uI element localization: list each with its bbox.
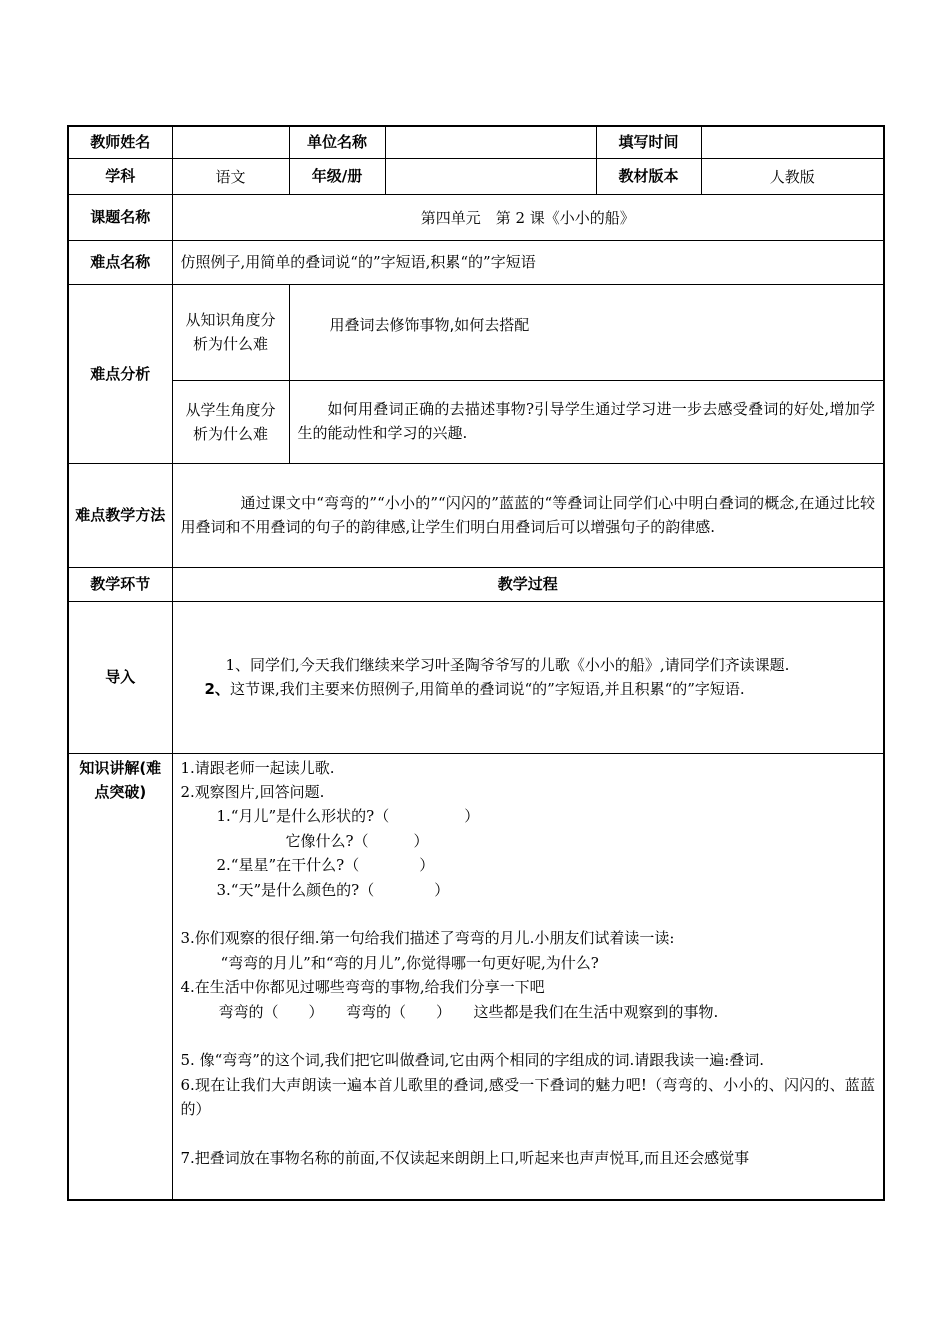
intro-paragraph-2-text: 这节课,我们主要来仿照例子,用简单的叠词说“的”字短语,并且积累“的”字短语. xyxy=(229,680,745,698)
teacher-label: 教师姓名 xyxy=(68,126,172,158)
intro-paragraph-2 xyxy=(181,677,876,701)
knowledge-line-4b: 弯弯的（ ） 弯弯的（ ） 这些都是我们在生活中观察到的事物. xyxy=(218,1002,719,1021)
knowledge-line-3: 3.你们观察的很仔细.第一句给我们描述了弯弯的月儿.小朋友们试着读一读: xyxy=(180,929,675,948)
row-difficulty xyxy=(68,240,884,284)
knowledge-line-5: 5. 像“弯弯”的这个词,我们把它叫做叠词,它由两个相同的字组成的词.请跟我读一遍:叠词. xyxy=(180,1051,765,1070)
intro-content xyxy=(172,601,884,753)
process-label: 教学环节 xyxy=(68,567,172,601)
difficulty-label: 难点名称 xyxy=(68,240,172,284)
lesson-plan-page xyxy=(67,125,883,1201)
spacer xyxy=(181,902,876,926)
row-subject xyxy=(68,158,884,194)
edition-label: 教材版本 xyxy=(596,158,701,194)
spacer xyxy=(181,1024,876,1048)
grade-label: 年级/册 xyxy=(289,158,385,194)
method-text: 通过课文中“弯弯的”“小小的”“闪闪的”蓝蓝的“等叠词让同学们心中明白叠词的概念,在通过比较用叠词和不用叠词的句子的韵律感,让学生们明白用叠词后可以增强句子的韵律感. xyxy=(172,463,884,567)
row-topic xyxy=(68,194,884,240)
spacer xyxy=(181,1122,876,1146)
method-label: 难点教学方法 xyxy=(68,463,172,567)
row-analysis-student xyxy=(68,380,884,463)
knowledge-question-2: 2.“星星”在干什么?（ ） xyxy=(216,856,435,875)
process-title: 教学过程 xyxy=(172,567,884,601)
knowledge-angle-text: 用叠词去修饰事物,如何去搭配 xyxy=(289,284,884,380)
row-knowledge xyxy=(68,753,884,1200)
difficulty-value: 仿照例子,用简单的叠词说“的”字短语,积累“的”字短语 xyxy=(172,240,884,284)
student-angle-text: 如何用叠词正确的去描述事物?引导学生通过学习进一步去感受叠词的好处,增加学生的能动性和学习的兴趣. xyxy=(289,380,884,463)
lesson-plan-table xyxy=(67,125,885,1201)
knowledge-line-2: 2.观察图片,回答问题. xyxy=(180,782,325,801)
intro-paragraph-2-number: 2、 xyxy=(204,680,230,698)
topic-value: 第四单元 第 2 课《小小的船》 xyxy=(172,194,884,240)
intro-label: 导入 xyxy=(68,601,172,753)
topic-label: 课题名称 xyxy=(68,194,172,240)
knowledge-line-3b: “弯弯的月儿”和“弯的月儿”,你觉得哪一句更好呢,为什么? xyxy=(220,953,599,972)
knowledge-angle-label: 从知识角度分析为什么难 xyxy=(172,284,289,380)
knowledge-question-3: 3.“天”是什么颜色的?（ ） xyxy=(216,880,450,899)
knowledge-content xyxy=(172,753,884,1200)
unit-label: 单位名称 xyxy=(289,126,385,158)
knowledge-line-6: 6.现在让我们大声朗读一遍本首儿歌里的叠词,感受一下叠词的魅力吧!（弯弯的、小小的、闪闪的、蓝蓝的） xyxy=(180,1075,875,1119)
subject-label: 学科 xyxy=(68,158,172,194)
date-label: 填写时间 xyxy=(596,126,701,158)
knowledge-question-1b: 它像什么?（ ） xyxy=(285,831,429,850)
edition-value: 人教版 xyxy=(701,158,884,194)
knowledge-line-1: 1.请跟老师一起读儿歌. xyxy=(180,758,335,777)
row-analysis-knowledge xyxy=(68,284,884,380)
student-angle-label: 从学生角度分析为什么难 xyxy=(172,380,289,463)
intro-paragraph-1: 1、同学们,今天我们继续来学习叶圣陶爷爷写的儿歌《小小的船》,请同学们齐读课题. xyxy=(225,656,790,674)
row-teacher xyxy=(68,126,884,158)
grade-value xyxy=(385,158,596,194)
subject-value: 语文 xyxy=(172,158,289,194)
row-method xyxy=(68,463,884,567)
analysis-label: 难点分析 xyxy=(68,284,172,463)
row-intro xyxy=(68,601,884,753)
unit-value xyxy=(385,126,596,158)
knowledge-question-1: 1.“月儿”是什么形状的?（ ） xyxy=(216,807,480,826)
knowledge-line-7: 7.把叠词放在事物名称的前面,不仅读起来朗朗上口,听起来也声声悦耳,而且还会感觉事 xyxy=(180,1148,750,1167)
knowledge-label: 知识讲解(难点突破) xyxy=(68,753,172,1200)
teacher-value xyxy=(172,126,289,158)
knowledge-line-4: 4.在生活中你都见过哪些弯弯的事物,给我们分享一下吧 xyxy=(180,978,545,997)
date-value xyxy=(701,126,884,158)
row-process-header xyxy=(68,567,884,601)
